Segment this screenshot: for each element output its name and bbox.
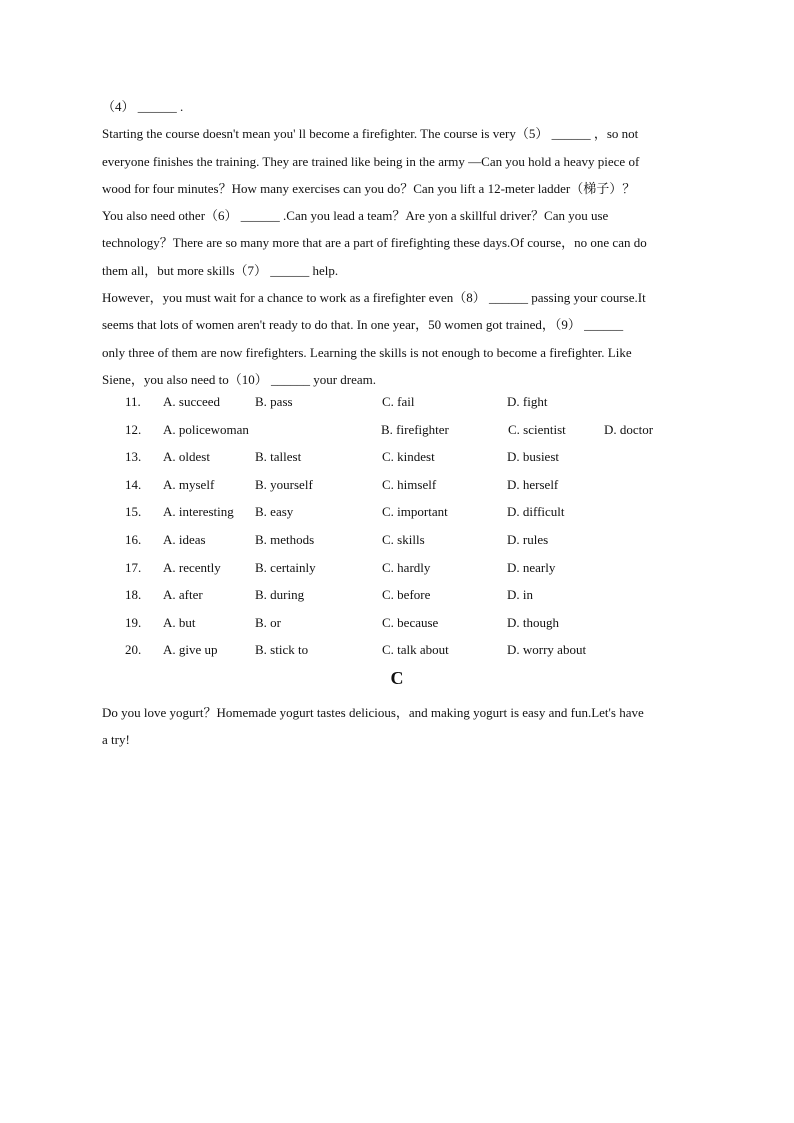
option-b: B. certainly	[255, 559, 316, 575]
question-number: 13.	[125, 449, 142, 465]
question-number: 11.	[125, 394, 141, 409]
question-row	[125, 443, 725, 471]
option-b: B. methods	[255, 531, 315, 547]
question-row	[125, 554, 725, 582]
question-number: 18.	[125, 587, 142, 603]
option-b: B. pass	[255, 394, 293, 409]
option-d: D. busiest	[507, 449, 559, 465]
passage-line: （4） ______ .	[102, 99, 184, 114]
option-a: A. but	[163, 614, 196, 630]
question-number: 15.	[125, 504, 142, 520]
option-c: C. scientist	[508, 421, 566, 437]
option-a: A. interesting	[163, 504, 234, 520]
passage-line: Starting the course doesn't mean you' ll become a firefighter. The course is very（5） ______ ，so not	[102, 126, 639, 142]
option-b: B. firefighter	[381, 421, 449, 437]
option-d: D. worry about	[507, 642, 587, 658]
option-a: A. succeed	[163, 394, 221, 409]
option-d: D. fight	[507, 394, 548, 409]
passage-line: them all，but more skills（7） ______ help.	[102, 262, 339, 278]
question-row	[125, 581, 725, 609]
option-b: B. tallest	[255, 449, 302, 465]
question-row	[125, 471, 725, 499]
intro-line: Do you love yogurt？Homemade yogurt tastes delicious，and making yogurt is easy and fun.Let's have	[102, 705, 644, 720]
option-b: B. stick to	[255, 642, 309, 658]
question-number: 19.	[125, 614, 142, 630]
option-d: D. in	[507, 587, 533, 603]
option-d: D. doctor	[604, 421, 654, 437]
passage-line: You also need other（6） ______ .Can you lead a team？Are yon a skillful driver？Can you use	[102, 208, 609, 224]
question-row	[125, 498, 725, 526]
option-b: B. or	[255, 614, 281, 630]
option-c: C. kindest	[382, 449, 435, 465]
section-c-intro	[102, 699, 702, 753]
passage-line: technology？There are so many more that are a part of firefighting these days.Of course，no one can do	[102, 235, 647, 251]
option-b: B. yourself	[255, 476, 313, 492]
passage-line: Siene，you also need to（10） ______ your dream.	[102, 371, 377, 387]
option-d: D. nearly	[507, 559, 556, 575]
option-a: A. recently	[163, 559, 221, 575]
option-c: C. because	[382, 614, 439, 630]
option-a: A. myself	[163, 476, 215, 492]
question-number: 16.	[125, 531, 142, 547]
option-d: D. herself	[507, 476, 559, 492]
option-b: B. during	[255, 587, 305, 603]
question-row	[125, 388, 725, 416]
question-row	[125, 636, 725, 664]
option-c: C. fail	[382, 394, 415, 409]
section-c-title: C	[390, 668, 404, 688]
option-a: A. policewoman	[163, 421, 249, 437]
question-number: 20.	[125, 642, 142, 658]
option-d: D. difficult	[507, 504, 565, 520]
option-a: A. ideas	[163, 531, 206, 547]
passage-b	[102, 93, 702, 393]
option-c: C. skills	[382, 531, 425, 547]
option-d: D. rules	[507, 531, 549, 547]
option-c: C. before	[382, 587, 431, 603]
question-row	[125, 609, 725, 637]
passage-line: seems that lots of women aren't ready to do that. In one year，50 women got trained，（9） ______	[102, 317, 624, 333]
passage-line: only three of them are now firefighters. Learning the skills is not enough to become a firefighter. Like	[102, 344, 632, 360]
passage-line: everyone finishes the training. They are trained like being in the army —Can you hold a heavy piece of	[102, 153, 640, 169]
passage-line: However，you must wait for a chance to work as a firefighter even（8） ______ passing your course.It	[102, 290, 646, 306]
question-options	[125, 388, 725, 664]
intro-line: a try!	[102, 732, 130, 747]
question-row	[125, 416, 725, 444]
question-number: 12.	[125, 421, 142, 437]
option-c: C. talk about	[382, 642, 449, 658]
question-number: 17.	[125, 559, 142, 575]
option-c: C. himself	[382, 476, 437, 492]
question-number: 14.	[125, 476, 142, 492]
option-a: A. give up	[163, 642, 218, 658]
option-b: B. easy	[255, 504, 294, 520]
passage-line: wood for four minutes？How many exercises can you do？Can you lift a 12-meter ladder（梯子）？	[102, 180, 636, 196]
option-a: A. after	[163, 587, 203, 603]
option-c: C. important	[382, 504, 448, 520]
question-row	[125, 526, 725, 554]
option-a: A. oldest	[163, 449, 210, 465]
option-d: D. though	[507, 614, 559, 630]
option-c: C. hardly	[382, 559, 431, 575]
